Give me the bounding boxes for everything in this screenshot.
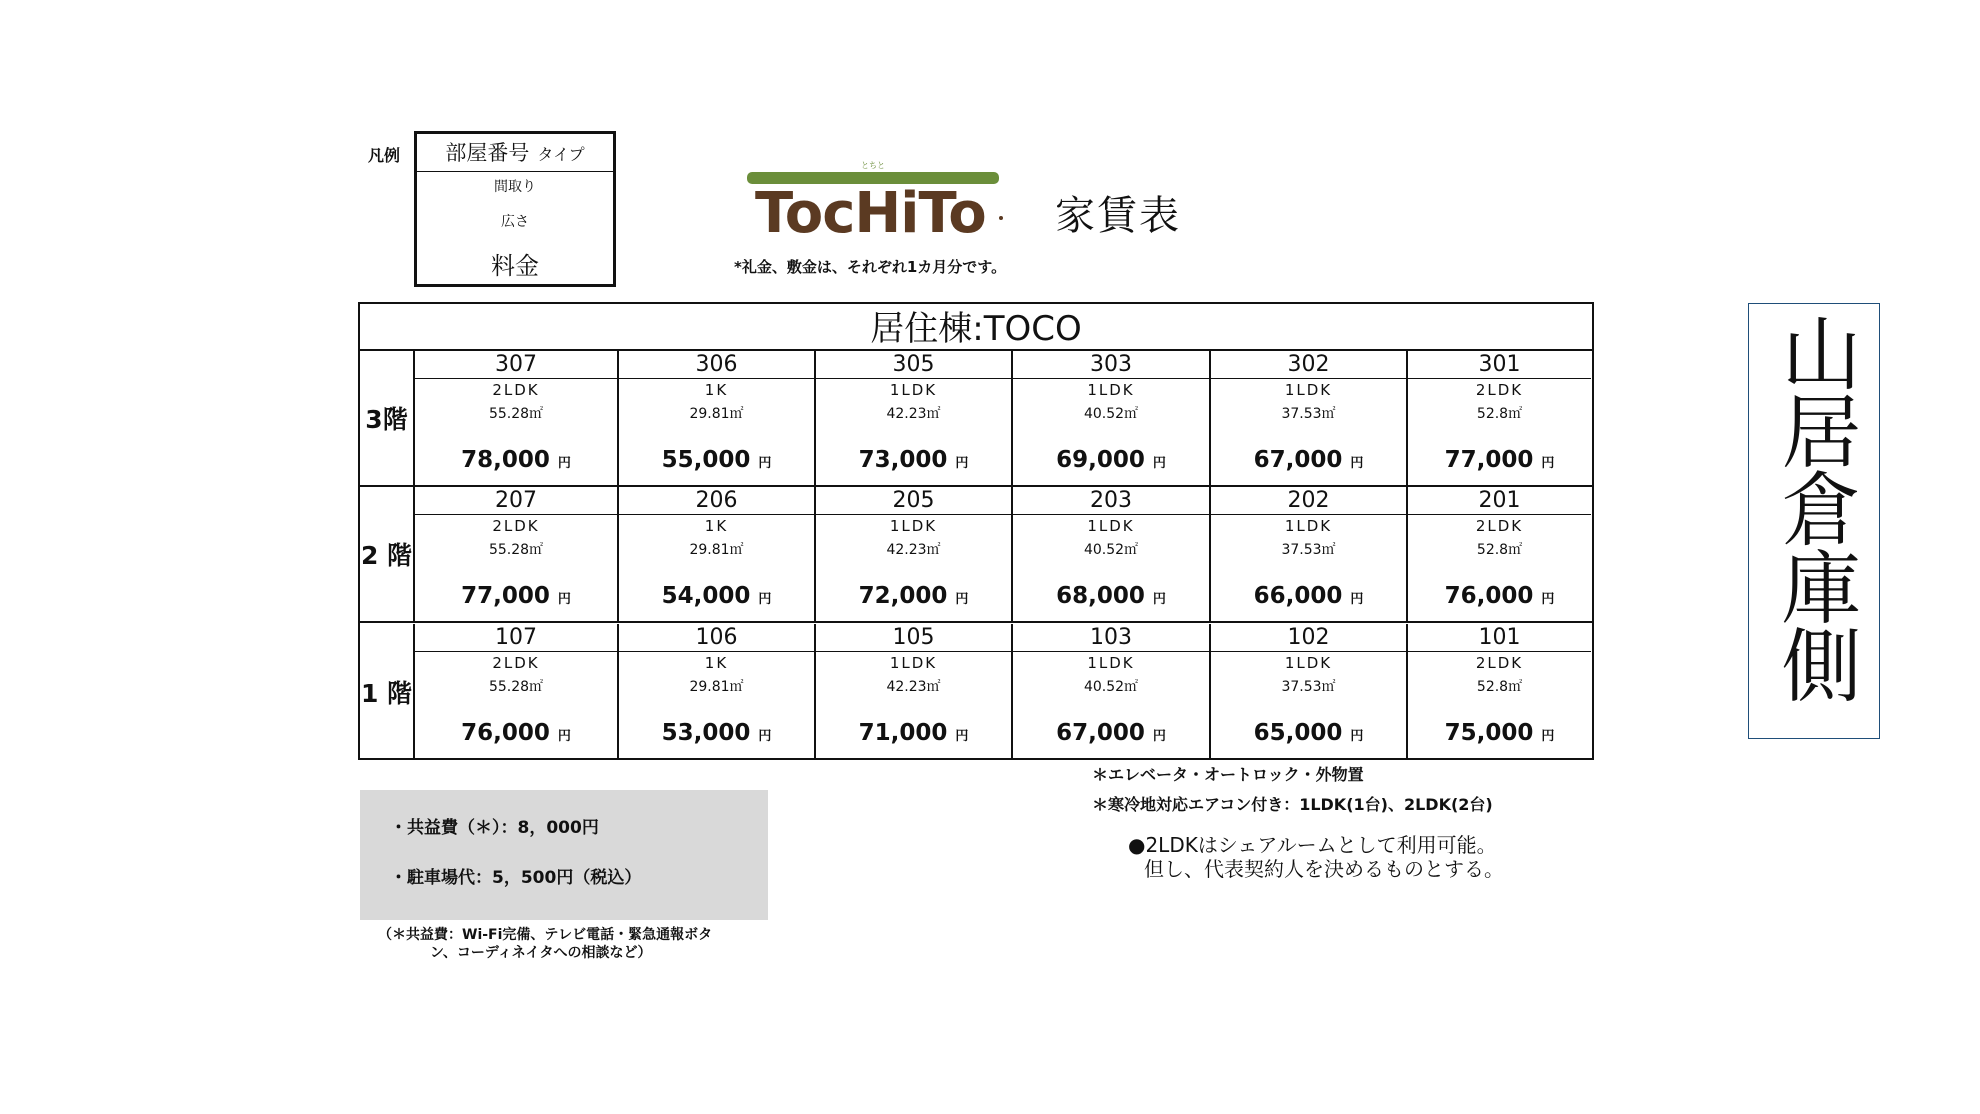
room-price	[816, 720, 1011, 746]
room-layout: 2LDK	[1475, 654, 1524, 672]
room-area: 29.81㎡	[689, 542, 744, 558]
room-area: 42.23㎡	[886, 679, 941, 695]
parking-fee: ・駐車場代：5，500円（税込）	[390, 868, 642, 888]
room-layout: 2LDK	[492, 654, 540, 672]
room-number: 303	[1013, 351, 1209, 379]
room-area: 37.53㎡	[1281, 542, 1336, 558]
legend-area: 広さ	[501, 214, 529, 230]
unit-cell	[816, 351, 1013, 485]
unit-cell	[816, 487, 1013, 621]
room-area: 55.28㎡	[488, 679, 544, 695]
legend-room-row	[417, 134, 613, 172]
unit-cell	[1013, 624, 1211, 760]
room-price	[619, 447, 814, 473]
room-price	[816, 583, 1011, 609]
logo-text: TocHiTo	[755, 181, 986, 242]
logo-small-text: とちと	[861, 161, 885, 170]
legend-type: タイプ	[537, 145, 585, 164]
room-layout: 1LDK	[1087, 517, 1135, 535]
price-value: 66,000	[1253, 583, 1343, 609]
room-layout: 1LDK	[1087, 654, 1135, 672]
room-number: 105	[816, 624, 1011, 652]
price-value: 54,000	[661, 583, 751, 609]
floor-label: 3階	[360, 351, 415, 485]
unit-cell	[1013, 487, 1211, 621]
room-number: 306	[619, 351, 814, 379]
room-layout: 1LDK	[1284, 517, 1333, 535]
share-room-note	[1128, 833, 1504, 881]
room-price	[1408, 720, 1591, 746]
room-layout: 1K	[704, 517, 729, 535]
unit-cell	[1211, 624, 1408, 760]
room-number: 206	[619, 487, 814, 515]
room-area: 42.23㎡	[886, 406, 941, 422]
price-value: 72,000	[858, 583, 948, 609]
price-value: 78,000	[461, 447, 550, 473]
room-price	[1408, 447, 1591, 473]
room-layout: 2LDK	[1475, 381, 1524, 399]
yen-unit: 円	[1152, 456, 1166, 471]
room-price	[415, 720, 617, 746]
price-value: 65,000	[1253, 720, 1343, 746]
floor-label: 2 階	[360, 487, 415, 621]
room-layout: 1LDK	[889, 517, 938, 535]
building-name: 居住棟:TOCO	[360, 304, 1592, 351]
rent-table	[358, 302, 1594, 760]
price-value: 55,000	[661, 447, 751, 473]
floor-block	[360, 624, 1592, 760]
room-price	[1013, 583, 1209, 609]
room-layout: 1LDK	[1087, 381, 1135, 399]
unit-cell	[1408, 487, 1591, 621]
room-area: 37.53㎡	[1281, 679, 1336, 695]
price-value: 76,000	[461, 720, 550, 746]
yen-unit: 円	[557, 456, 571, 471]
room-price	[619, 583, 814, 609]
room-layout: 1K	[704, 654, 729, 672]
price-value: 73,000	[858, 447, 948, 473]
fees-box	[360, 790, 768, 920]
room-number: 201	[1408, 487, 1591, 515]
room-number: 203	[1013, 487, 1209, 515]
side-label: 山居倉庫側	[1768, 312, 1861, 702]
room-price	[816, 447, 1011, 473]
room-price	[1211, 720, 1406, 746]
yen-unit: 円	[1541, 729, 1555, 744]
floor-block	[360, 351, 1592, 487]
unit-cell	[1408, 624, 1591, 760]
unit-cell	[1211, 487, 1408, 621]
room-area: 40.52㎡	[1083, 542, 1139, 558]
share-note-line2: 但し、代表契約人を決めるものとする。	[1144, 857, 1504, 881]
unit-cell	[1211, 351, 1408, 485]
room-number: 202	[1211, 487, 1406, 515]
fees-footnote-line2: ン、コーディネイタへの相談など）	[430, 945, 652, 961]
room-area: 55.28㎡	[488, 542, 544, 558]
room-area: 55.28㎡	[488, 406, 544, 422]
room-number: 307	[415, 351, 617, 379]
room-area: 52.8㎡	[1476, 542, 1523, 558]
room-number: 305	[816, 351, 1011, 379]
yen-unit: 円	[1152, 592, 1166, 607]
yen-unit: 円	[758, 456, 772, 471]
yen-unit: 円	[955, 592, 969, 607]
room-number: 102	[1211, 624, 1406, 652]
room-price	[1013, 720, 1209, 746]
page-title: 家賃表	[1055, 193, 1181, 239]
price-value: 75,000	[1444, 720, 1534, 746]
amenity-note: ＊エレベータ・オートロック・外物置	[1092, 765, 1364, 784]
floor-block	[360, 487, 1592, 623]
room-number: 101	[1408, 624, 1591, 652]
room-layout: 2LDK	[492, 381, 540, 399]
room-price	[619, 720, 814, 746]
floor-label: 1 階	[360, 624, 415, 760]
price-value: 68,000	[1056, 583, 1145, 609]
room-price	[415, 583, 617, 609]
room-number: 103	[1013, 624, 1209, 652]
price-value: 77,000	[461, 583, 550, 609]
room-area: 37.53㎡	[1281, 406, 1336, 422]
yen-unit: 円	[758, 729, 772, 744]
price-value: 76,000	[1444, 583, 1534, 609]
common-fee: ・共益費（＊）：8，000円	[390, 818, 599, 838]
yen-unit: 円	[1152, 729, 1166, 744]
yen-unit: 円	[1350, 729, 1364, 744]
unit-cell	[415, 624, 619, 760]
room-price	[415, 447, 617, 473]
unit-cell	[619, 487, 816, 621]
yen-unit: 円	[1541, 456, 1555, 471]
unit-cell	[816, 624, 1013, 760]
room-area: 52.8㎡	[1476, 679, 1523, 695]
tochito-logo	[745, 158, 1005, 242]
yen-unit: 円	[955, 456, 969, 471]
fees-footnote-line1: （＊共益費：Wi-Fi完備、テレビ電話・緊急通報ボタ	[378, 927, 713, 943]
room-number: 207	[415, 487, 617, 515]
room-price	[1211, 447, 1406, 473]
yen-unit: 円	[758, 592, 772, 607]
yen-unit: 円	[1541, 592, 1555, 607]
room-price	[1408, 583, 1591, 609]
yen-unit: 円	[557, 729, 571, 744]
legend-box	[414, 131, 616, 287]
yen-unit: 円	[1350, 456, 1364, 471]
legend-label: 凡例	[368, 146, 401, 165]
price-value: 67,000	[1253, 447, 1343, 473]
room-area: 52.8㎡	[1476, 406, 1523, 422]
unit-cell	[415, 351, 619, 485]
share-note-line1: ●2LDKはシェアルームとして利用可能。	[1128, 833, 1497, 857]
room-area: 40.52㎡	[1083, 406, 1139, 422]
room-number: 301	[1408, 351, 1591, 379]
room-number: 106	[619, 624, 814, 652]
room-layout: 1LDK	[1284, 654, 1333, 672]
room-area: 42.23㎡	[886, 542, 941, 558]
price-value: 71,000	[858, 720, 948, 746]
room-number: 107	[415, 624, 617, 652]
deposit-note: *礼金、敷金は、それぞれ1カ月分です。	[734, 258, 1007, 276]
price-value: 69,000	[1056, 447, 1145, 473]
room-price	[1013, 447, 1209, 473]
yen-unit: 円	[955, 729, 969, 744]
room-area: 40.52㎡	[1083, 679, 1139, 695]
unit-cell	[1408, 351, 1591, 485]
room-number: 302	[1211, 351, 1406, 379]
room-layout: 1LDK	[1284, 381, 1333, 399]
unit-cell	[1013, 351, 1211, 485]
room-layout: 1LDK	[889, 381, 938, 399]
unit-cell	[415, 487, 619, 621]
fees-footnote	[378, 926, 712, 962]
legend-fee: 料金	[491, 252, 539, 280]
yen-unit: 円	[1350, 592, 1364, 607]
price-value: 53,000	[661, 720, 751, 746]
legend-layout: 間取り	[494, 179, 536, 195]
unit-cell	[619, 624, 816, 760]
room-price	[1211, 583, 1406, 609]
room-layout: 2LDK	[492, 517, 540, 535]
room-layout: 1LDK	[889, 654, 938, 672]
room-layout: 2LDK	[1475, 517, 1524, 535]
amenity-note: ＊寒冷地対応エアコン付き：1LDK(1台)、2LDK(2台)	[1092, 795, 1493, 814]
unit-cell	[619, 351, 816, 485]
price-value: 67,000	[1056, 720, 1145, 746]
room-area: 29.81㎡	[689, 406, 744, 422]
room-area: 29.81㎡	[689, 679, 744, 695]
room-number: 205	[816, 487, 1011, 515]
room-layout: 1K	[704, 381, 729, 399]
side-label-box	[1748, 303, 1880, 739]
legend-room-number: 部屋番号	[445, 141, 530, 165]
price-value: 77,000	[1444, 447, 1534, 473]
yen-unit: 円	[557, 592, 571, 607]
